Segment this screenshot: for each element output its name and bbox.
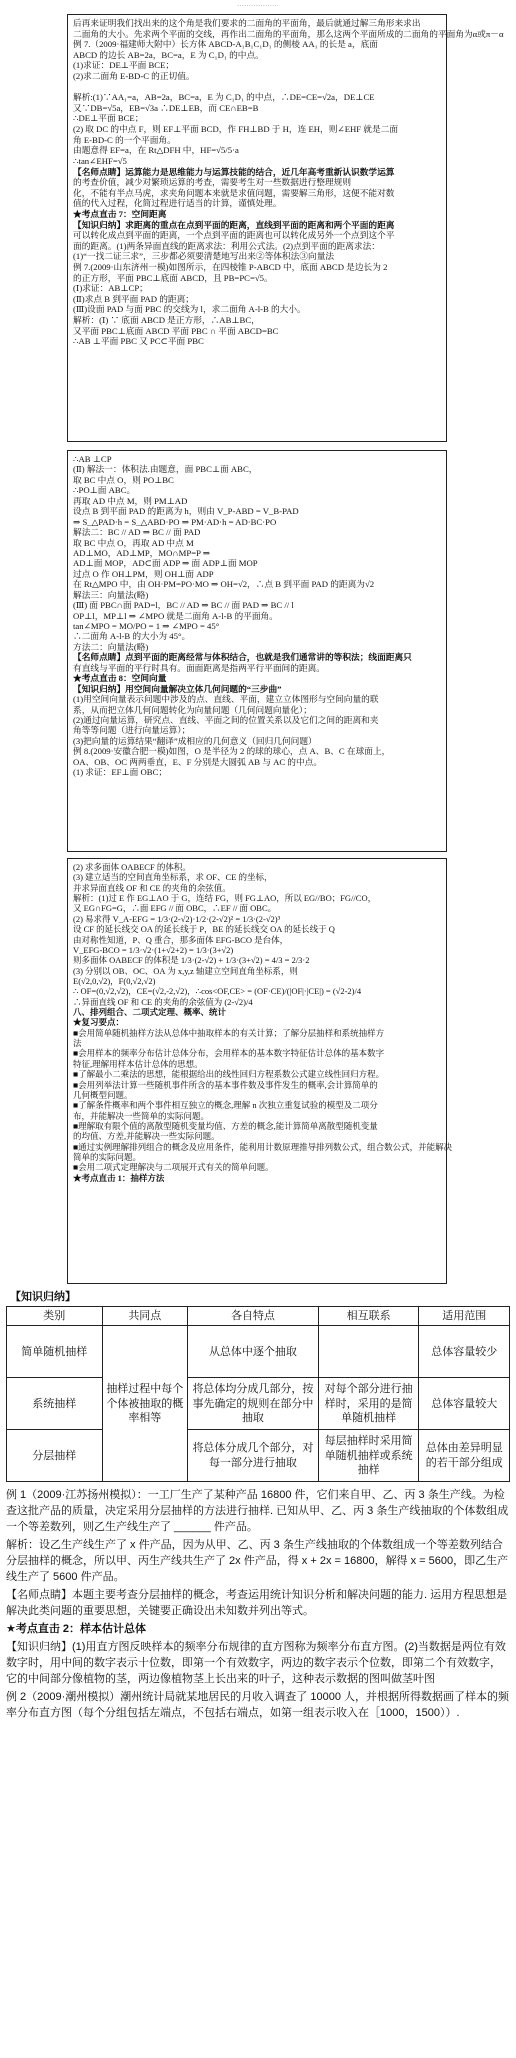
- text-line: E(√2,0,√2)，F(0,√2,√2): [73, 975, 156, 986]
- table-cell-common: 抽样过程中每个个体被抽取的概率相等: [102, 1326, 188, 1482]
- text-line: 又∵DB=√5a，EB=√3a ∴DE⊥EB，而 CE∩EB=B: [73, 102, 259, 113]
- text-line: 【名师点睛】点到平面的距离经常与体积结合，也就是我们通常讲的等积法；线面距离只: [73, 652, 412, 663]
- table-cell-scope: 总体由差异明显的若干部分组成: [419, 1430, 510, 1482]
- text-line: (3)把向量的运算结果“翻译”成相应的几何意义（回归几何问题）: [73, 735, 317, 746]
- text-line: [73, 82, 441, 93]
- text-line: 的考查价值，减少对繁琐运算的考查，需要考生对一些数据进行整理规则: [73, 177, 351, 188]
- text-line: V_EFG-BCO = 1/3·√2·(1+√2+2) = 1/3·(3+√2): [73, 944, 234, 955]
- text-line: ★考点直击 7：空间距离: [73, 208, 167, 219]
- text-line: ■会用列举法计算一些随机事件所含的基本事件数及事件发生的概率,会计算简单的: [73, 1079, 378, 1090]
- text-line: 后再来证明我们找出来的这个角是我们要求的二面角的平面角，最后就通过解三角形来求出: [73, 18, 421, 28]
- text-line: ∴异面直线 OF 和 CE 的夹角的余弦值为 (2-√2)/4: [73, 996, 253, 1007]
- box2-text: [73, 454, 441, 778]
- text-line: (3) 建立适当的空间直角坐标系，求 OF、CE 的坐标，: [73, 872, 273, 883]
- text-line: 并求异面直线 OF 和 CE 的夹角的余弦值。: [73, 882, 231, 893]
- text-line: OA、OB、OC 两两垂直，E、F 分别是大圆弧 AB 与 AC 的中点。: [73, 756, 323, 767]
- text-line: ∴AB ⊥CP: [73, 454, 112, 464]
- text-line: (2)通过向量运算，研究点、直线、平面之间的位置关系以及它们之间的距离和夹: [73, 714, 379, 725]
- box3-text: [73, 862, 453, 1183]
- text-line: 简单的实际问题。: [73, 1152, 142, 1163]
- text-line: (2) 取 DC 的中点 F，则 EF⊥平面 BCD，作 FH⊥BD 于 H，连 EH，则∠EHF 就是二面: [73, 124, 399, 135]
- text-line: 设点 B 到平面 PAD 的距离为 h，则由 V_P-ABD = V_B-PAD: [73, 506, 299, 517]
- text-line: (3) 分别以 OB、OC、OA 为 x,y,z 轴建立空间直角坐标系，则: [73, 965, 298, 976]
- text-line: (1)用空间向量表示问题中涉及的点、直线、平面，建立立体图形与空间向量的联: [73, 694, 379, 705]
- text-line: ∴ OF=(0,√2,√2)，CE=(√2,-2,√2)，∴cos<OF,CE> = (OF·CE)/(|OF|·|CE|) = (√2-2)/4: [73, 986, 362, 997]
- sampling-comparison-table: [6, 1306, 510, 1483]
- text-line: ★复习要点：: [73, 1017, 125, 1028]
- text-line: (2) 易求得 V_A-EFG = 1/3·(2-√2)·1/2·(2-√2)² = 1/3·(2-√2)³: [73, 913, 281, 924]
- text-line: ■会用样本的频率分布估计总体分布，会用样本的基本数字特征估计总体的基本数字: [73, 1048, 385, 1059]
- content-box-1: [67, 14, 504, 442]
- text-line: 二面角的大小。先求两个平面的交线，再作出二面角的平面角，那么这两个平面所成的二面角的平面角为α或π－α: [73, 28, 504, 39]
- paragraph: 【名师点睛】本题主要考查分层抽样的概念，考查运用统计知识分析和解决问题的能力. 运用方程思想是解决此类问题的重要思想，关键要正确设出未知数并列出等式。: [6, 1589, 508, 1618]
- text-line: ■了解条件概率和两个事件相互独立的概念,理解 n 次独立重复试验的模型及二项分: [73, 1100, 378, 1111]
- text-line: (Ⅲ) 面 PBC∩面 PAD=l，BC // AD ⇒ BC // 面 PAD ⇒ BC // l: [73, 600, 294, 611]
- text-line: 例 7.(2009·山东济州一模)如图所示，在四棱锥 P-ABCD 中，底面 ABCD 是边长为 2: [73, 262, 388, 273]
- table-cell-scope: 总体容量较少: [419, 1326, 510, 1378]
- text-line: 的均值、方差,并能解决一些实际问题。: [73, 1131, 220, 1142]
- table-header-cell: 类别: [7, 1306, 103, 1326]
- text-line: ★考点直击 8：空间向量: [73, 673, 167, 684]
- paragraph: 例 1（2009·江苏扬州模拟）：一工厂生产了某种产品 16800 件，它们来自甲、乙、丙 3 条生产线。为检查这批产品的质量，决定采用分层抽样的方法进行抽样. 已知从甲、乙、丙 3 条生产线抽取的个体数组成一个等差数列，则乙生产线生产了 ______ 件产品。: [6, 1489, 509, 1534]
- text-line: 设 CF 的延长线交 OA 的延长线于 P，BE 的延长线交 OA 的延长线于 Q: [73, 924, 335, 935]
- section-paragraphs: [6, 1488, 510, 1721]
- text-line: 由对称性知道，P、Q 重合，那多面体 EFG-BCO 是台体，: [73, 934, 289, 945]
- table-cell-scope: 总体容量较大: [419, 1378, 510, 1430]
- text-line: 面的距离。(1)两条异面直线的距离求法：利用公式法。(2)点到平面的距离求法：: [73, 240, 380, 251]
- sampling-section: [4, 1290, 512, 2056]
- text-line: tan∠MPO = MO/PO = 1 ⇒ ∠MPO = 45°: [73, 621, 220, 631]
- paragraph: 解析：设乙生产线生产了 x 件产品，因为从甲、乙、丙 3 条生产线抽取的个体数组成一个等差数列结合分层抽样的概念，所以甲、丙生产线共生产了 2x 件产品，得 x + 2x = 16800，解得 x = 5600，即乙生产线生产了 5600 件产品。: [6, 1539, 509, 1584]
- text-line: (Ⅲ)设面 PAD 与面 PBC 的交线为 l，求二面角 A-l-B 的大小。: [73, 304, 306, 315]
- text-line: 由题意得 EF=a，在 Rt△DFH 中，HF=√5/5·a: [73, 145, 239, 156]
- text-line: AD⊥MO，AD⊥MP，MO∩MP=P ⇒: [73, 547, 211, 558]
- table-cell-link: [318, 1326, 419, 1378]
- table-header-cell: 适用范围: [419, 1306, 510, 1326]
- text-line: 值的代入过程，化简过程进行适当的计算，谨慎处理。: [73, 198, 282, 209]
- text-line: 例 7.（2009·福建师大附中）长方体 ABCD-A₁B₁C₁D₁ 的侧棱 AA₁ 的长是 a，底面: [73, 39, 378, 50]
- text-line: 解法二：BC // AD ⇒ BC // 面 PAD: [73, 527, 201, 538]
- text-line: 八、排列组合、二项式定理、概率、统计: [73, 1007, 227, 1018]
- text-line: 可以转化成点到平面的距离，一个点到平面的距离也可以转化成另外一个点到这个平: [73, 230, 395, 241]
- text-line: 有直线与平面的平行时具有。面面距离是指两平行平面间的距离。: [73, 662, 325, 673]
- table-header-cell: 各自特点: [188, 1306, 319, 1326]
- text-line: ∴DE⊥平面 BCE；: [73, 113, 144, 124]
- table-cell-feature: 从总体中逐个抽取: [188, 1326, 319, 1378]
- text-line: 【知识归纳】用空间向量解决立体几何问题的“三步曲”: [73, 683, 282, 694]
- paragraph: 【知识归纳】(1)用直方图反映样本的频率分布规律的直方图称为频率分布直方图。(2)当数据是两位有效数字时，用中间的数字表示十位数，即第一个有效数字，两边的数字表示个位数，即第二个有效数字，它的中间部分像植物的茎，两边像植物茎上长出来的叶子，这种表示数据的图叫做茎叶图: [6, 1640, 506, 1685]
- text-line: 化，不能有半点马虎，求夹角问题本来就是求值问题，需要解三角形，这便不能对数: [73, 187, 395, 198]
- text-line: (1) 求证：EF⊥面 OBC；: [73, 767, 168, 778]
- text-line: 方法二：向量法(略): [73, 641, 149, 652]
- text-line: 解析：(1)过 E 作 EG⊥AO 于 G，连结 FG，则 FG⊥AO，所以 EG//BO；FG//CO，: [73, 893, 377, 904]
- text-line: 例 8.(2009·安徽合肥一模)如图，O 是半径为 2 的球的球心，点 A、B、C 在球面上，: [73, 746, 391, 757]
- text-line: 几何概型问题。: [73, 1089, 133, 1100]
- text-line: 取 BC 中点 O，再取 AD 中点 M: [73, 537, 194, 548]
- table-cell-link: 每层抽样时采用简单随机抽样或系统抽样: [318, 1430, 419, 1482]
- text-line: ■通过实例理解排列组合的概念及应用条件，能利用计数原理推导排列数公式，组合数公式，并能解决: [73, 1141, 453, 1152]
- paragraph: ★考点直击 2：样本估计总体: [6, 1622, 147, 1635]
- text-line: AD⊥面 MOP，AD⊂面 ADP ⇒ 面 ADP⊥面 MOP: [73, 558, 258, 569]
- text-line: 解析：(Ⅰ) ∵ 底面 ABCD 是正方形，∴AB⊥BC，: [73, 315, 260, 326]
- table-header-row: [7, 1306, 510, 1326]
- text-line: ∴tan∠EHF=√5: [73, 155, 127, 166]
- text-line: 角 E-BD-C 的一个平面角。: [73, 134, 176, 145]
- text-line: 【知识归纳】求距离的重点在点到平面的距离，直线到平面的距离和两个平面的距离: [73, 219, 395, 230]
- text-line: ★考点直击 1：抽样方法: [73, 1172, 165, 1183]
- text-line: 解法三：向量法(略): [73, 589, 149, 600]
- text-line: 又平面 PBC⊥底面 ABCD 平面 PBC ∩ 平面 ABCD=BC: [73, 325, 279, 336]
- text-line: 再取 AD 中点 M，则 PM⊥AD: [73, 495, 188, 506]
- content-box-2: [67, 450, 447, 852]
- text-line: 【名师点睛】运算能力是思维能力与运算技能的结合，近几年高考重新认识数学运算: [73, 166, 395, 177]
- text-line: 特征,理解用样本估计总体的思想。: [73, 1058, 203, 1069]
- text-line: 取 BC 中点 O，则 PO⊥BC: [73, 474, 174, 485]
- text-line: ∴PO⊥面 ABC。: [73, 485, 136, 496]
- text-line: 系，从而把立体几何问题转化为向量问题（几何问题向量化）；: [73, 704, 312, 715]
- text-line: 角等等问题（进行向量运算）；: [73, 725, 191, 736]
- text-line: ■了解最小二乘法的思想，能根据给出的线性回归方程系数公式建立线性回归方程。: [73, 1069, 385, 1080]
- text-line: (Ⅱ)求点 B 到平面 PAD 的距离；: [73, 293, 194, 304]
- table-header-cell: 共同点: [102, 1306, 188, 1326]
- text-line: (Ⅰ)求证：AB⊥CP；: [73, 283, 148, 294]
- text-line: 的正方形，平面 PBC⊥底面 ABCD，且 PB=PC=√5。: [73, 272, 273, 283]
- text-line: ⇒ S_△PAD·h = S_△ABD·PO ⇒ PM·AD·h = AD·BC·PO: [73, 516, 277, 527]
- text-line: ∴AB ⊥平面 PBC 又 PC⊂平面 PBC: [73, 336, 204, 347]
- table-cell-cat: 分层抽样: [7, 1430, 103, 1482]
- table-cell-feature: 将总体分成几个部分，对每一部分进行抽取: [188, 1430, 319, 1482]
- text-line: (1)求证：DE⊥平面 BCE；: [73, 60, 175, 71]
- text-line: 法: [73, 1038, 82, 1049]
- table-cell-cat: 简单随机抽样: [7, 1326, 103, 1378]
- table-cell-link: 对每个部分进行抽样时，采用的是简单随机抽样: [318, 1378, 419, 1430]
- table-body: [7, 1326, 510, 1482]
- page-header: ………………: [237, 0, 279, 8]
- text-line: ABCD 的边长 AB=2a，BC=a，E 为 C₁D₁ 的中点。: [73, 49, 264, 60]
- text-line: 又 EG∩FG=G，∴面 EFG // 面 OBC，∴EF // 面 OBC。: [73, 903, 277, 914]
- text-line: 在 Rt△MPO 中，由 OH·PM=PO·MO ⇒ OH=√2，∴点 B 到平面 PAD 的距离为√2: [73, 579, 375, 590]
- table-row: [7, 1326, 510, 1378]
- text-line: ∴二面角 A-l-B 的大小为 45°。: [73, 631, 191, 642]
- text-line: 解析:(1)∵AA₁=a，AB=2a，BC=a，E 为 C₁D₁ 的中点，∴DE=CE=√2a，DE⊥CE: [73, 92, 375, 103]
- section-title: 【知识归纳】: [10, 1291, 76, 1303]
- text-line: ■会用简单随机抽样方法从总体中抽取样本的有关计算；了解分层抽样和系统抽样方: [73, 1027, 385, 1038]
- text-line: 则多面体 OABECF 的体积是 1/3·(2-√2) + 1/3·(3+√2) = 4/3 = 2/3·2: [73, 955, 310, 966]
- text-line: ■理解取有限个值的离散型随机变量均值、方差的概念,能计算简单离散型随机变量: [73, 1120, 378, 1131]
- text-line: 布，并能解决一些简单的实际问题。: [73, 1110, 210, 1121]
- text-line: (1)“一找二证三求”，三步都必须要清楚地写出来②等体积法③向量法: [73, 251, 335, 262]
- text-line: 过点 O 作 OH⊥PM，则 OH⊥面 ADP: [73, 568, 214, 579]
- text-line: (2)求二面角 E-BD-C 的正切值。: [73, 71, 195, 82]
- table-cell-feature: 将总体均分成几部分，按事先确定的规则在部分中抽取: [188, 1378, 319, 1430]
- paragraph: 例 2（2009·潮州模拟）潮州统计局就某地居民的月收入调查了 10000 人，并根据所得数据画了样本的频率分布直方图（每个分组包括左端点，不包括右端点，如第一组表示收入在［1000，1500））.: [6, 1690, 510, 1719]
- content-box-3: [67, 858, 453, 1284]
- text-line: OP⊥l，MP⊥l ⇒ ∠MPO 就是二面角 A-l-B 的平面角。: [73, 610, 278, 621]
- text-line: (Ⅱ) 解法一：体积法.由题意，面 PBC⊥面 ABC，: [73, 464, 258, 475]
- text-line: ■会用二项式定理解决与二项展开式有关的简单问题。: [73, 1162, 274, 1173]
- box1-text: [73, 18, 504, 347]
- table-row: [7, 1430, 510, 1482]
- table-header-cell: 相互联系: [318, 1306, 419, 1326]
- table-row: [7, 1378, 510, 1430]
- text-line: (2) 求多面体 OABECF 的体积。: [73, 862, 191, 872]
- table-cell-cat: 系统抽样: [7, 1378, 103, 1430]
